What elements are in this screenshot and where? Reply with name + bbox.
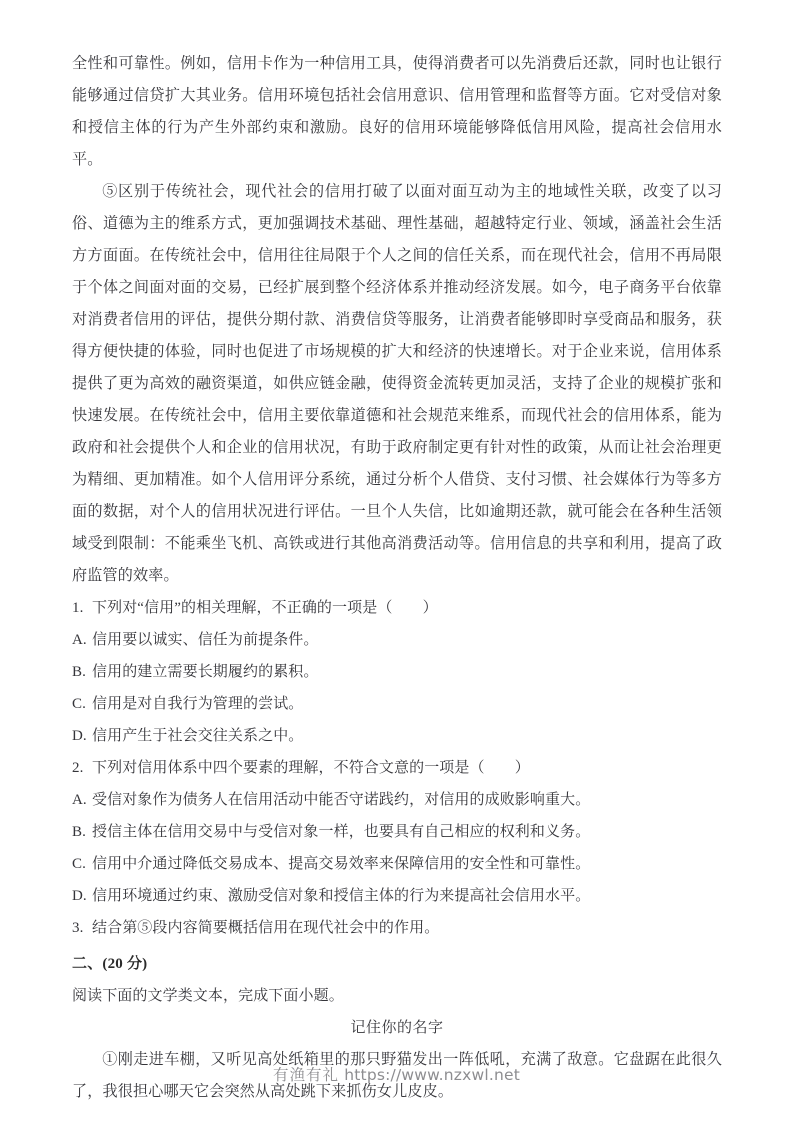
option-text-b: 信用的建立需要长期履约的累积。 <box>92 664 319 680</box>
option-label-d: D. <box>72 888 87 904</box>
question-1-stem <box>72 592 722 624</box>
question-2-option-c[interactable] <box>72 848 722 880</box>
question-3-number: 3. <box>72 920 84 936</box>
article-paragraph-1: ①刚走进车棚，又听见高处纸箱里的那只野猫发出一阵低吼，充满了敌意。它盘踞在此很久了，我很担心哪天它会突然从高处跳下来抓伤女儿皮皮。 <box>72 1052 722 1100</box>
question-1-option-c[interactable] <box>72 688 722 720</box>
passage-paragraph-5: ⑤区别于传统社会，现代社会的信用打破了以面对面互动为主的地域性关联，改变了以习俗、道德为主的维系方式，更加强调技术基础、理性基础，超越特定行业、领域，涵盖社会生活方方面面。在传统社会中，信用往往局限于个人之间的信任关系，而在现代社会，信用不再局限于个体之间面对面的交易，已经扩展到整个经济体系并推动经济发展。如今，电子商务平台依靠对消费者信用的评估，提供分期付款、消费信贷等服务，让消费者能够即时享受商品和服务，获得方便快捷的体验，同时也促进了市场规模的扩大和经济的快速增长。对于企业来说，信用体系提供了更为高效的融资渠道，如供应链金融，使得资金流转更加灵活，支持了企业的规模扩张和快速发展。在传统社会中，信用主要依靠道德和社会规范来维系，而现代社会的信用体系，能为政府和社会提供个人和企业的信用状况，有助于政府制定更有针对性的政策，从而让社会治理更为精细、更加精准。如个人信用评分系统，通过分析个人借贷、支付习惯、社会媒体行为等多方面的数据，对个人的信用状况进行评估。一旦个人失信，比如逾期还款，就可能会在各种生活领域受到限制：不能乘坐飞机、高铁或进行其他高消费活动等。信用信息的共享和利用，提高了政府监管的效率。 <box>72 184 722 584</box>
option-label-c: C. <box>72 856 86 872</box>
question-3-stem <box>72 912 722 944</box>
question-2-text: 下列对信用体系中四个要素的理解，不符合文意的一项是（ ） <box>92 760 530 776</box>
option-text-a: 信用要以诚实、信任为前提条件。 <box>92 632 319 648</box>
section-heading-two: 二、(20 分) <box>72 956 148 972</box>
question-2-stem <box>72 752 722 784</box>
watermark <box>0 1063 793 1085</box>
question-2-number: 2. <box>72 760 84 776</box>
question-2-option-a[interactable] <box>72 784 722 816</box>
option-label-a: A. <box>72 632 87 648</box>
option-text-b: 授信主体在信用交易中与受信对象一样，也要具有自己相应的权利和义务。 <box>92 824 591 840</box>
option-label-c: C. <box>72 696 86 712</box>
option-text-d: 信用产生于社会交往关系之中。 <box>92 728 304 744</box>
question-3-text: 结合第⑤段内容简要概括信用在现代社会中的作用。 <box>92 920 440 936</box>
passage-paragraph-continued: 全性和可靠性。例如，信用卡作为一种信用工具，使得消费者可以先消费后还款，同时也让银行能够通过信贷扩大其业务。信用环境包括社会信用意识、信用管理和监督等方面。它对受信对象和授信主体的行为产生外部约束和激励。良好的信用环境能够降低信用风险，提高社会信用水平。 <box>72 56 722 168</box>
option-label-b: B. <box>72 664 86 680</box>
option-label-a: A. <box>72 792 87 808</box>
question-2-option-d[interactable] <box>72 880 722 912</box>
article-title: 记住你的名字 <box>350 1020 444 1036</box>
section-instruction: 阅读下面的文学类文本，完成下面小题。 <box>72 988 344 1004</box>
page-content <box>72 48 722 1108</box>
question-1-option-b[interactable] <box>72 656 722 688</box>
option-text-c: 信用是对自我行为管理的尝试。 <box>92 696 304 712</box>
question-1-text: 下列对“信用”的相关理解，不正确的一项是（ ） <box>92 600 438 616</box>
watermark-brand: 有渔有礼 <box>272 1066 339 1084</box>
option-text-d: 信用环境通过约束、激励受信对象和授信主体的行为来提高社会信用水平。 <box>92 888 591 904</box>
option-text-c: 信用中介通过降低交易成本、提高交易效率来保障信用的安全性和可靠性。 <box>92 856 591 872</box>
question-2-option-b[interactable] <box>72 816 722 848</box>
watermark-url: https://www.nzxwl.net <box>344 1066 521 1084</box>
option-label-b: B. <box>72 824 86 840</box>
option-label-d: D. <box>72 728 87 744</box>
question-1-option-a[interactable] <box>72 624 722 656</box>
option-text-a: 受信对象作为债务人在信用活动中能否守诺践约，对信用的成败影响重大。 <box>92 792 591 808</box>
question-1-option-d[interactable] <box>72 720 722 752</box>
question-1-number: 1. <box>72 600 84 616</box>
